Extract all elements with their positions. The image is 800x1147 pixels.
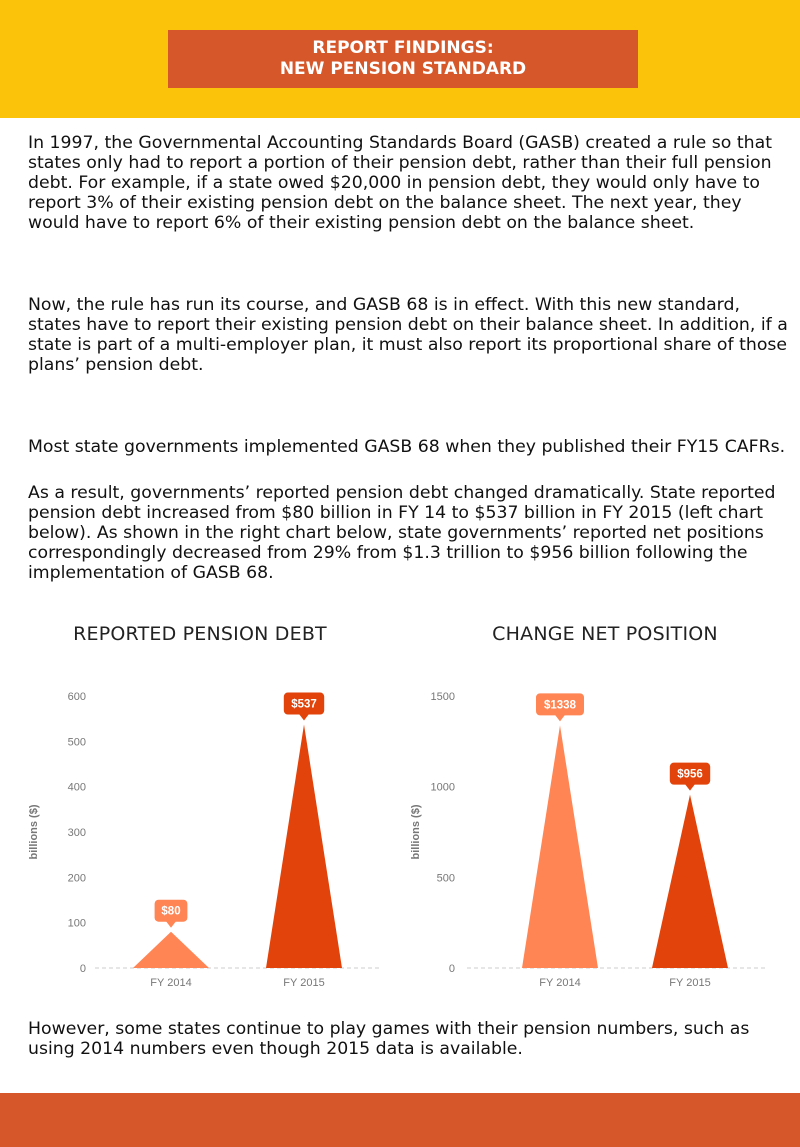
chart-reported-pension-debt	[0, 615, 400, 1010]
chart-change-net-position	[405, 615, 800, 1010]
y-tick-label: 300	[67, 827, 86, 839]
y-tick-label: 200	[67, 872, 86, 885]
y-tick-label: 1000	[430, 781, 455, 794]
x-tick-label: FY 2014	[539, 977, 581, 989]
chart-title: CHANGE NET POSITION	[492, 623, 718, 645]
y-tick-label: 500	[67, 736, 86, 749]
paragraph-gasb-history: In 1997, the Governmental Accounting Standards Board (GASB) created a rule so that states only had to report a portion of their pension debt, rather than their full pension debt. For example, if a state owed $20,000 in pension debt, they would only have to report 3% of their existing pension debt on the balance sheet. The next year, they would have to report 6% of their existing pension debt on the balance sheet.	[28, 133, 772, 233]
y-axis-title: billions ($)	[410, 804, 422, 860]
paragraph-conclusion: However, some states continue to play games with their pension numbers, such as using 2014 numbers even though 2015 data is available.	[28, 1019, 750, 1059]
page-title	[168, 30, 638, 88]
data-label-pointer	[555, 715, 565, 722]
chart-svg	[405, 615, 800, 1010]
y-tick-label: 600	[67, 691, 86, 703]
data-label: $80	[161, 905, 181, 918]
data-label: $537	[291, 698, 317, 711]
x-tick-label: FY 2015	[283, 977, 325, 989]
footer-band	[0, 1093, 800, 1147]
chart-title: REPORTED PENSION DEBT	[73, 623, 327, 645]
x-tick-label: FY 2014	[150, 977, 192, 989]
data-label-pointer	[166, 921, 176, 928]
y-tick-label: 500	[436, 872, 455, 885]
bar-fy-2014	[133, 932, 209, 968]
data-label-pointer	[299, 714, 309, 721]
bar-fy-2015	[266, 725, 342, 968]
data-label-pointer	[685, 784, 695, 791]
page-title-line-2: NEW PENSION STANDARD	[279, 59, 527, 79]
paragraph-gasb-68: Now, the rule has run its course, and GASB 68 is in effect. With this new standard, states have to report their existing pension debt on their balance sheet. In addition, if a state is part of a multi-employer plan, it must also report its proportional share of those plans’ pension debt.	[28, 295, 788, 375]
chart-svg	[0, 615, 400, 1010]
page-title-line-1: REPORT FINDINGS:	[312, 38, 494, 58]
y-tick-label: 1500	[430, 691, 455, 703]
y-tick-label: 400	[67, 781, 86, 794]
bar-fy-2014	[522, 725, 598, 968]
y-axis-title: billions ($)	[28, 804, 40, 860]
data-label: $1338	[544, 699, 576, 712]
paragraph-result: As a result, governments’ reported pension debt changed dramatically. State reported pension debt increased from $80 billion in FY 14 to $537 billion in FY 2015 (left chart below). As shown in the right chart below, state governments’ reported net positions correspondingly decreased from 29% from $1.3 trillion to $956 billion following the implementation of GASB 68.	[28, 483, 776, 583]
paragraph-implementation: Most state governments implemented GASB 68 when they published their FY15 CAFRs.	[28, 437, 786, 457]
x-tick-label: FY 2015	[669, 977, 711, 989]
y-tick-label: 0	[448, 963, 455, 975]
y-tick-label: 0	[79, 963, 86, 975]
data-label: $956	[677, 768, 703, 781]
y-tick-label: 100	[67, 917, 86, 930]
bar-fy-2015	[652, 795, 728, 968]
